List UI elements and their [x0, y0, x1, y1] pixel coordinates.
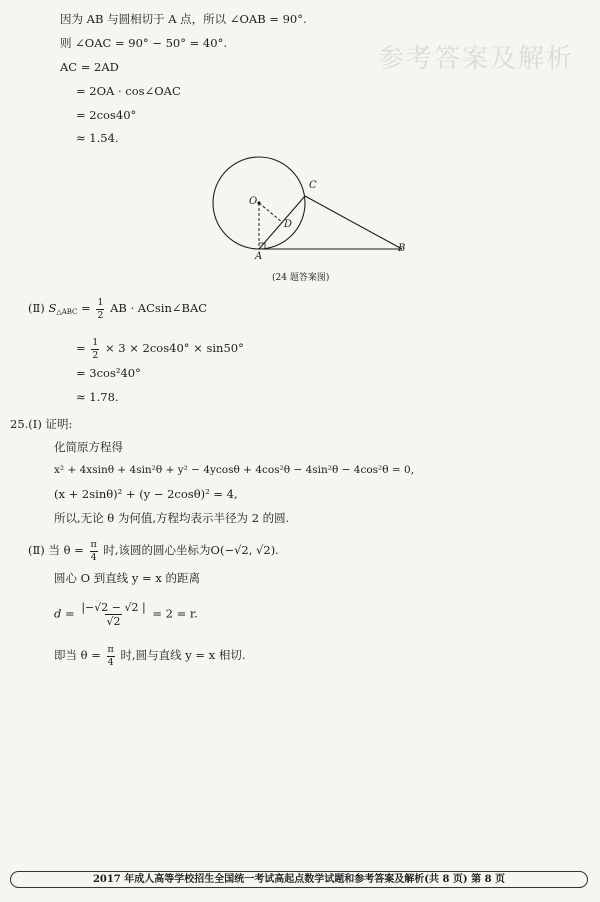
point-O [257, 201, 260, 204]
watermark-text: 参考答案及解析 [378, 44, 575, 74]
segment-OD [259, 203, 282, 222]
segment-AC [259, 196, 305, 249]
equals-sign: = [81, 301, 95, 315]
fraction-half: $\frac{1}{2}$ [97, 297, 104, 321]
q25-line-1: 化简原方程得 [54, 440, 123, 454]
area-substitution: × 3 × 2cos40° × sin50° [105, 341, 244, 355]
q25-line-4: 所以,无论 θ 为何值,方程均表示半径为 2 的圆. [54, 511, 290, 525]
q25-conclusion: 即当 θ = $\frac{\pi}{4}$ 时,圆与直线 y = x 相切. [54, 644, 246, 668]
segment-CB [305, 196, 402, 249]
label-A: A [255, 251, 263, 262]
part2-line-4: ≈ 1.78. [76, 390, 119, 404]
area-symbol: S [48, 301, 57, 315]
part2-line-3: = 3cos²40° [76, 366, 141, 380]
part2-line-1 [28, 298, 207, 320]
distance-formula: d = $\frac{|-√2 - √2 |}{√2}$ = 2 = r. [54, 601, 198, 628]
page-footer: 2017 年成人高等学校招生全国统一考试高起点数学试题和参考答案及解析(共 8 页) 第 8 页 [10, 871, 588, 888]
part2-label: (Ⅱ) [28, 301, 45, 315]
fraction-pi-over-4: $\frac{\pi}{4}$ [90, 539, 97, 563]
area-subscript: △ABC [56, 308, 78, 316]
q25-line-2: x² + 4xsinθ + 4sin²θ + y² − 4ycosθ + 4cos²θ − 4sin²θ − 4cos²θ = 0, [54, 464, 415, 476]
part2-line-2: = $\frac{1}{2}$ × 3 × 2cos40° × sin50° [76, 337, 244, 361]
area-formula: AB · ACsin∠BAC [110, 301, 208, 315]
q25-line-6: 圆心 O 到直线 y = x 的距离 [54, 571, 200, 585]
figure-caption: (24 题答案图) [272, 273, 330, 283]
label-D: D [284, 219, 293, 230]
fraction-pi-over-4-2: $\frac{\pi}{4}$ [107, 644, 114, 668]
proof-line-6: ≈ 1.54. [76, 131, 119, 145]
label-O: O [249, 196, 258, 207]
proof-line-1: 因为 AB 与圆相切于 A 点，所以 ∠OAB = 90°. [60, 12, 307, 26]
proof-line-2: 则 ∠OAC = 90° − 50° = 40°. [60, 36, 227, 50]
q25-line-3: (x + 2sinθ)² + (y − 2cosθ)² = 4, [54, 487, 238, 501]
label-C: C [309, 180, 317, 191]
proof-line-5: = 2cos40° [76, 108, 137, 122]
q25-header: 25.(Ⅰ) 证明: [10, 417, 73, 431]
fraction-half-2: $\frac{1}{2}$ [92, 337, 99, 361]
distance-fraction: $\frac{|-√2 - √2 |}{√2}$ [81, 601, 146, 628]
proof-line-3: AC = 2AD [60, 60, 119, 74]
q25-part2-line: (Ⅱ) 当 θ = $\frac{\pi}{4}$ 时,该圆的圆心坐标为O(−√2, √2). [28, 539, 279, 563]
proof-line-4: = 2OA · cos∠OAC [76, 84, 181, 98]
label-B: B [398, 243, 406, 254]
